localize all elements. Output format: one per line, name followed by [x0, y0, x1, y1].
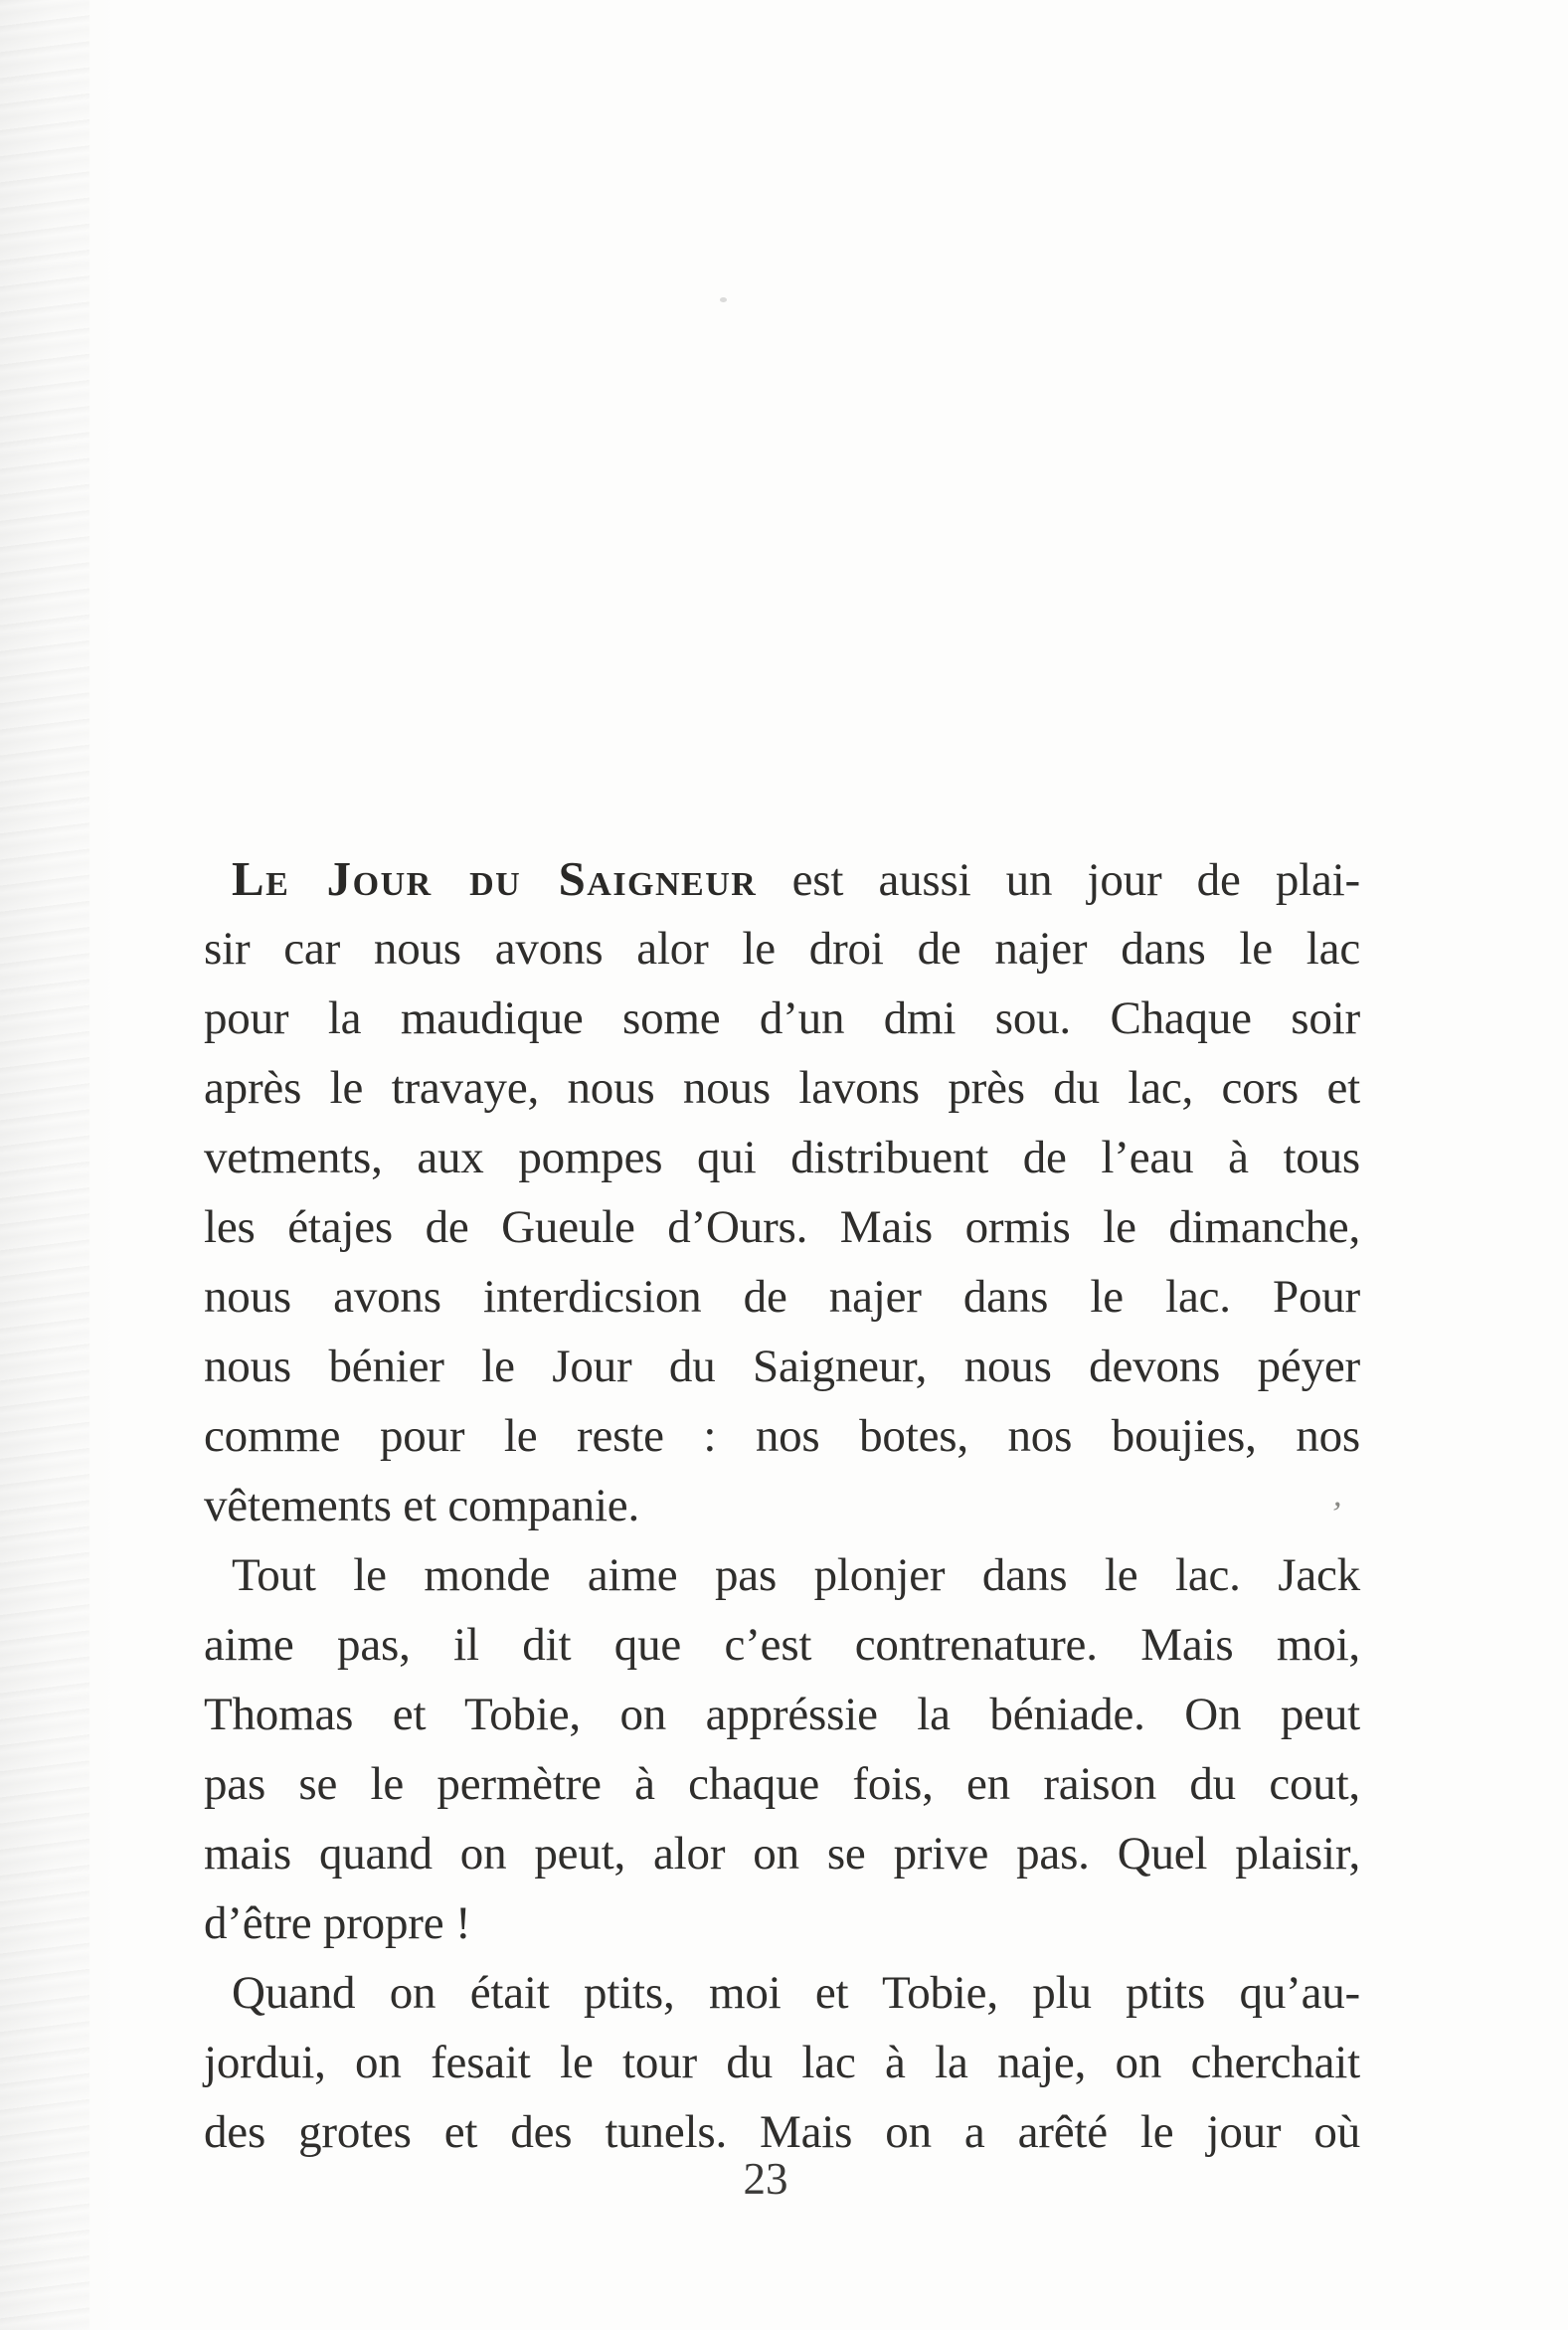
- text-line: nous avons interdicsion de najer dans le lac. Pour: [204, 1271, 1360, 1323]
- text-line: d’être propre !: [204, 1897, 471, 1949]
- text-line: Quand on était ptits, moi et Tobie, plu ptits qu’au-: [232, 1967, 1360, 2019]
- text-line: nous bénier le Jour du Saigneur, nous devons péyer: [204, 1341, 1360, 1392]
- text-line: Thomas et Tobie, on appréssie la béniade. On peut: [204, 1689, 1360, 1740]
- text-line: mais quand on peut, alor on se prive pas. Quel plaisir,: [204, 1828, 1360, 1880]
- text-line: jordui, on fesait le tour du lac à la naje, on cherchait: [204, 2037, 1360, 2088]
- text-line: pas se le permètre à chaque fois, en raison du cout,: [204, 1758, 1360, 1810]
- text-line: des grotes et des tunels. Mais on a arêté le jour où: [204, 2106, 1360, 2158]
- text-line: après le travaye, nous nous lavons près du lac, cors et: [204, 1062, 1360, 1114]
- text-line: sir car nous avons alor le droi de najer dans le lac: [204, 923, 1360, 975]
- scan-speck-dot: [720, 297, 727, 302]
- scan-speck-tick: ’: [1327, 1495, 1344, 1533]
- text-line: comme pour le reste : nos botes, nos boujies, nos: [204, 1410, 1360, 1462]
- scan-edge-streaks: [0, 0, 89, 2330]
- smallcaps-lead: Le Jour du Saigneur: [232, 851, 758, 906]
- text-line: les étajes de Gueule d’Ours. Mais ormis le dimanche,: [204, 1201, 1360, 1253]
- scan-edge-shading: [0, 0, 119, 2330]
- text-line: Le Jour du Saigneur est aussi un jour de plai-: [232, 851, 1360, 906]
- page-number: 23: [743, 2154, 788, 2204]
- text-line: vetments, aux pompes qui distribuent de l’eau à tous: [204, 1132, 1360, 1183]
- body-text: [204, 844, 1360, 2167]
- text-line: aime pas, il dit que c’est contrenature. Mais moi,: [204, 1619, 1360, 1671]
- text-line: pour la maudique some d’un dmi sou. Chaque soir: [204, 992, 1360, 1044]
- text-line: vêtements et companie.: [204, 1480, 640, 1531]
- text-line: Tout le monde aime pas plonjer dans le lac. Jack: [232, 1549, 1360, 1601]
